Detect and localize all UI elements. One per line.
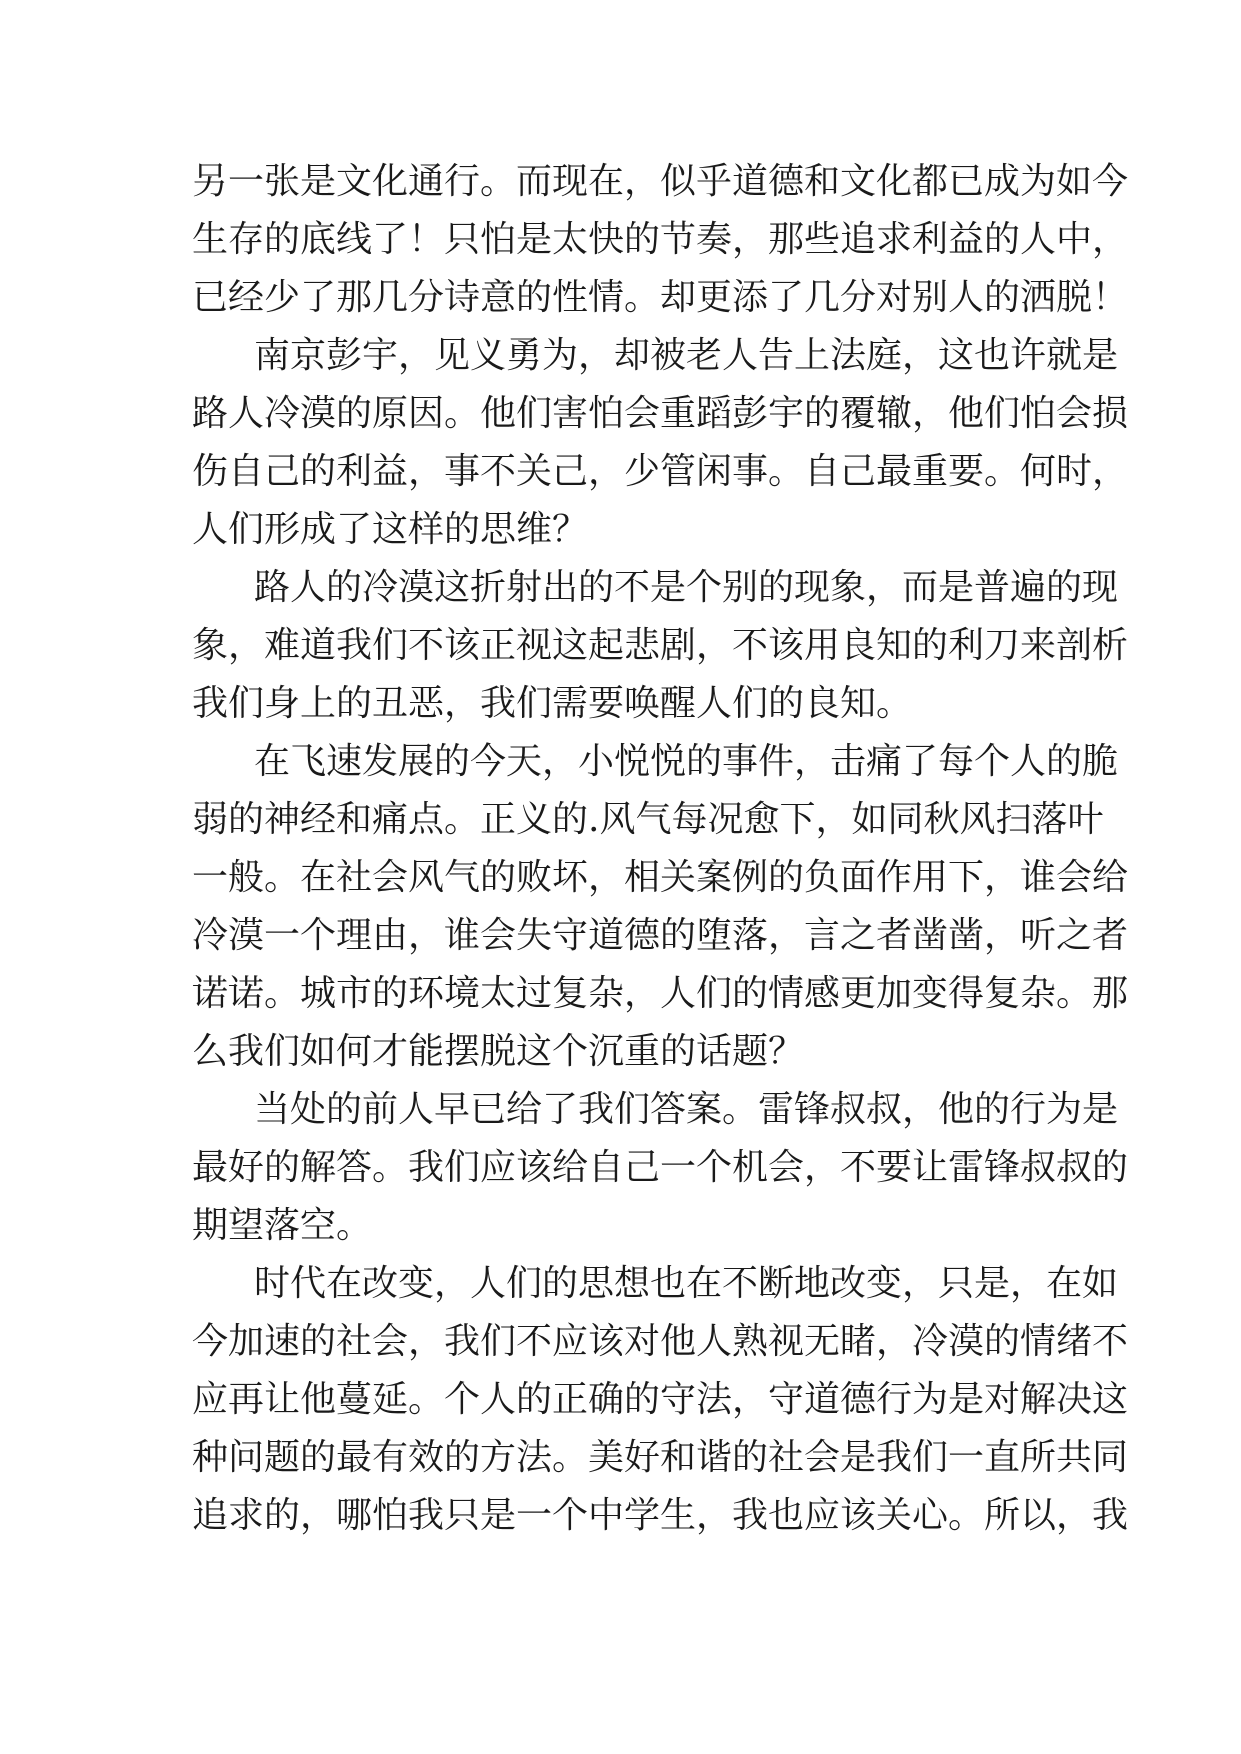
text-line: 期望落空。	[192, 1205, 373, 1246]
text-line: 诺诺。城市的环境太过复杂，人们的情感更加变得复杂。那	[192, 973, 1129, 1014]
text-line: 追求的，哪怕我只是一个中学生，我也应该关心。所以，我	[192, 1495, 1129, 1536]
text-line: 弱的神经和痛点。正义的.风气每况愈下，如同秋风扫落叶	[192, 799, 1104, 840]
paragraph-start-line: 路人的冷漠这折射出的不是个别的现象，而是普遍的现	[254, 567, 1119, 608]
text-line: 么我们如何才能摆脱这个沉重的话题？	[192, 1031, 805, 1072]
text-line: 生存的底线了！只怕是太快的节奏，那些追求利益的人中，	[192, 219, 1129, 260]
text-line: 人们形成了这样的思维？	[192, 509, 589, 550]
paragraph-start-line: 当处的前人早已给了我们答案。雷锋叔叔，他的行为是	[254, 1089, 1119, 1130]
text-line: 我们身上的丑恶，我们需要唤醒人们的良知。	[192, 683, 913, 724]
text-line: 已经少了那几分诗意的性情。却更添了几分对别人的洒脱！	[192, 277, 1129, 318]
text-line: 另一张是文化通行。而现在，似乎道德和文化都已成为如今	[192, 161, 1129, 202]
text-line: 伤自己的利益，事不关己，少管闲事。自己最重要。何时，	[192, 451, 1129, 492]
text-line: 路人冷漠的原因。他们害怕会重蹈彭宇的覆辙，他们怕会损	[192, 393, 1129, 434]
paragraph-start-line: 在飞速发展的今天，小悦悦的事件，击痛了每个人的脆	[254, 741, 1119, 782]
text-line: 象，难道我们不该正视这起悲剧，不该用良知的利刀来剖析	[192, 625, 1129, 666]
text-line: 一般。在社会风气的败坏，相关案例的负面作用下，谁会给	[192, 857, 1129, 898]
paragraph-start-line: 时代在改变，人们的思想也在不断地改变，只是，在如	[254, 1263, 1119, 1304]
paragraph-start-line: 南京彭宇，见义勇为，却被老人告上法庭，这也许就是	[254, 335, 1119, 376]
text-line: 种问题的最有效的方法。美好和谐的社会是我们一直所共同	[192, 1437, 1129, 1478]
text-line: 应再让他蔓延。个人的正确的守法，守道德行为是对解决这	[192, 1379, 1129, 1420]
text-line: 冷漠一个理由，谁会失守道德的堕落，言之者凿凿，听之者	[192, 915, 1129, 956]
text-line: 今加速的社会，我们不应该对他人熟视无睹，冷漠的情绪不	[192, 1321, 1129, 1362]
text-line: 最好的解答。我们应该给自己一个机会，不要让雷锋叔叔的	[192, 1147, 1129, 1188]
essay-body	[192, 153, 1129, 1545]
